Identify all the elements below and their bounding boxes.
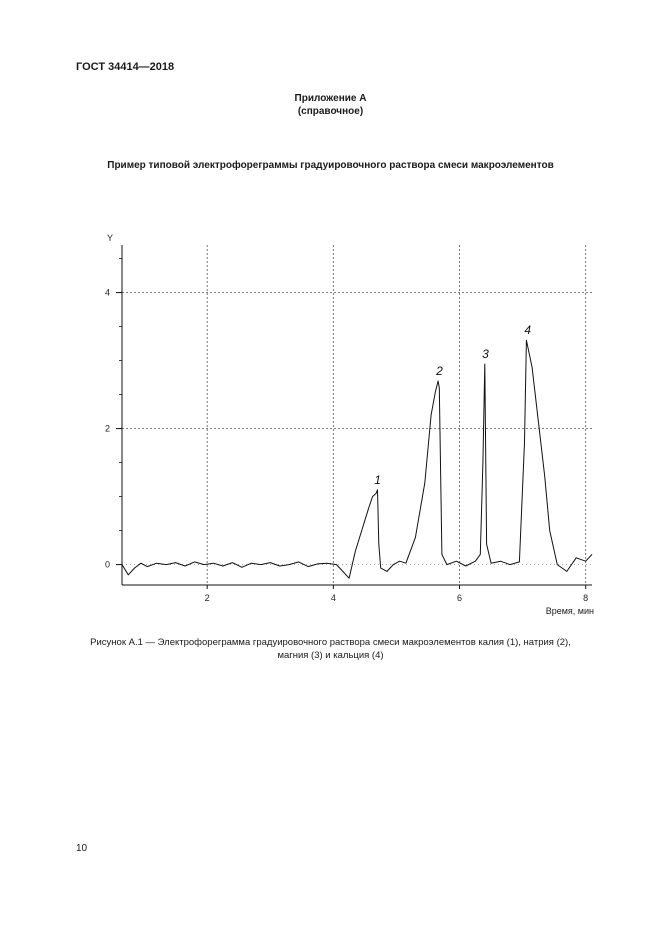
page-number: 10 xyxy=(76,843,88,854)
peak-label: 3 xyxy=(482,347,489,361)
figure-caption xyxy=(0,636,661,662)
x-tick-label: 4 xyxy=(330,593,336,603)
y-tick-label: 4 xyxy=(104,287,110,298)
y-tick-label: 2 xyxy=(104,423,110,434)
caption-line-1: Рисунок А.1 — Электрофореграмма градуировочного раствора смеси макроэлементов калия (1), натрия (2), xyxy=(90,637,571,648)
peak-label: 2 xyxy=(436,364,443,378)
x-tick-label: 2 xyxy=(204,593,210,603)
peak-label: 4 xyxy=(524,323,532,338)
signal-trace xyxy=(122,340,592,578)
standard-number: ГОСТ 34414—2018 xyxy=(76,61,175,73)
x-tick-label: 6 xyxy=(457,593,463,603)
x-axis-label: Время, мин xyxy=(545,606,594,616)
caption-line-2: магния (3) и кальция (4) xyxy=(277,650,384,661)
peak-label: 1 xyxy=(374,472,381,487)
appendix-title: Приложение А xyxy=(294,93,367,104)
x-tick-label: 8 xyxy=(583,593,589,603)
y-axis-label: Y xyxy=(106,233,113,243)
appendix-subtitle: (справочное) xyxy=(297,106,364,117)
y-tick-label: 0 xyxy=(104,559,110,570)
figure-title: Пример типовой электрофореграммы градуировочного раствора смеси макроэлементов xyxy=(107,160,554,171)
